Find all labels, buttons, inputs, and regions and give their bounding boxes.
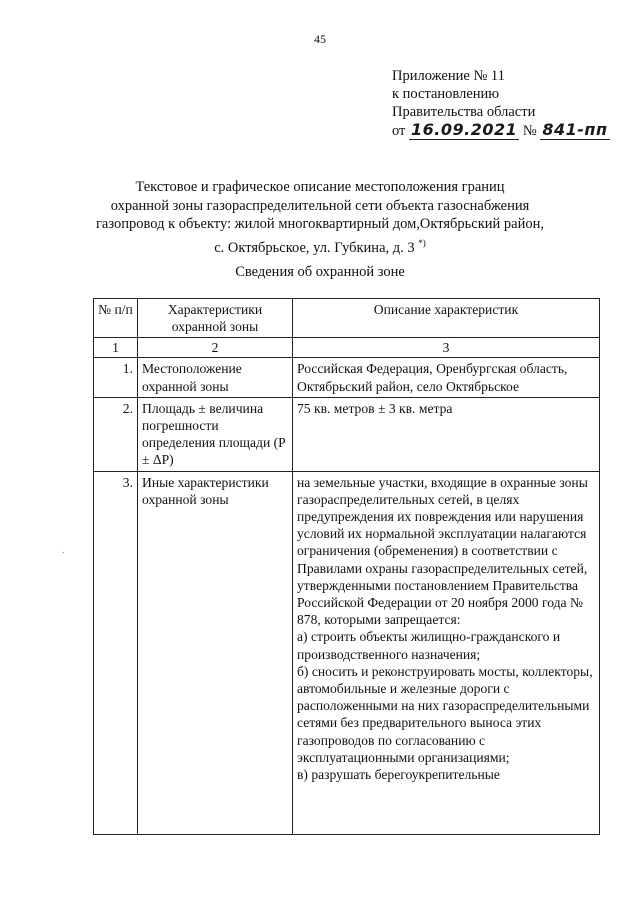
table-row [94, 471, 600, 834]
restriction-intro: на земельные участки, входящие в охранные зоны газораспределительных сетей, в целях предупреждения их повреждения или нарушения условий их нормальной эксплуатации налагаются ограничения (обременения) в соответствии с Правилами охраны газораспределительных сетей, утвержденными постановлением Правительства Российской Федерации от 20 ноября 2000 года № 878, которыми запрещается: [297, 474, 588, 628]
table-row [94, 397, 600, 471]
row-number: 3. [94, 471, 138, 834]
row-number: 2. [94, 397, 138, 471]
appendix-line-3: Правительства области [392, 104, 536, 120]
title-line-1: Текстовое и графическое описание местоположения границ [135, 179, 505, 195]
title-line-2: охранной зоны газораспределительной сети объекта газоснабжения [110, 197, 530, 214]
row-characteristic: Местоположение охранной зоны [138, 358, 293, 397]
row-characteristic: Иные характеристики охранной зоны [138, 471, 293, 834]
header-number: № п/п [94, 299, 138, 338]
appendix-line-2: к постановлению [392, 86, 500, 102]
footnote-mark: *) [418, 237, 426, 248]
appendix-line-1: Приложение № 11 [392, 68, 505, 84]
appendix-date-line [392, 121, 610, 140]
row-characteristic: Площадь ± величина погрешности определения площади (P ± ΔP) [138, 397, 293, 471]
row-description: 75 кв. метров ± 3 кв. метра [293, 397, 600, 471]
title-line-4 [60, 234, 580, 257]
section-subtitle: Сведения об охранной зоне [235, 264, 405, 280]
address-text: с. Октябрьское, ул. Губкина, д. 3 [214, 239, 415, 256]
row-description-cell [293, 471, 600, 834]
column-number-3: 3 [293, 338, 600, 358]
document-title [60, 178, 580, 257]
column-number-2: 2 [138, 338, 293, 358]
zone-info-table [93, 298, 600, 835]
date-prefix: от [392, 123, 406, 139]
column-number-1: 1 [94, 338, 138, 358]
title-line-3: газопровод к объекту: жилой многоквартирный дом,Октябрьский район, [95, 216, 545, 232]
row-description: Российская Федерация, Оренбургская область, Октябрьский район, село Октябрьское [293, 358, 600, 397]
table-header-row [94, 299, 600, 338]
handwritten-number: 841-пп [542, 120, 608, 139]
number-prefix: № [522, 123, 537, 139]
restriction-item-a: а) строить объекты жилищно-гражданского и производственного назначения; [297, 629, 561, 662]
page-number: 45 [314, 32, 326, 46]
restriction-item-c: в) разрушать берегоукрепительные [297, 767, 500, 783]
header-characteristic: Характеристики охранной зоны [138, 299, 293, 338]
column-number-row [94, 338, 600, 358]
margin-mark: . [62, 545, 65, 556]
handwritten-date: 16.09.2021 [411, 120, 518, 139]
row-number: 1. [94, 358, 138, 397]
header-description: Описание характеристик [293, 299, 600, 338]
table-row [94, 358, 600, 397]
restriction-item-b: б) сносить и реконструировать мосты, коллекторы, автомобильные и железные дороги с расположенными на них газораспределительными сетями без предварительного выноса этих газопроводов по согласованию с эксплуатационными организациями; [297, 663, 593, 765]
appendix-block [392, 67, 610, 140]
